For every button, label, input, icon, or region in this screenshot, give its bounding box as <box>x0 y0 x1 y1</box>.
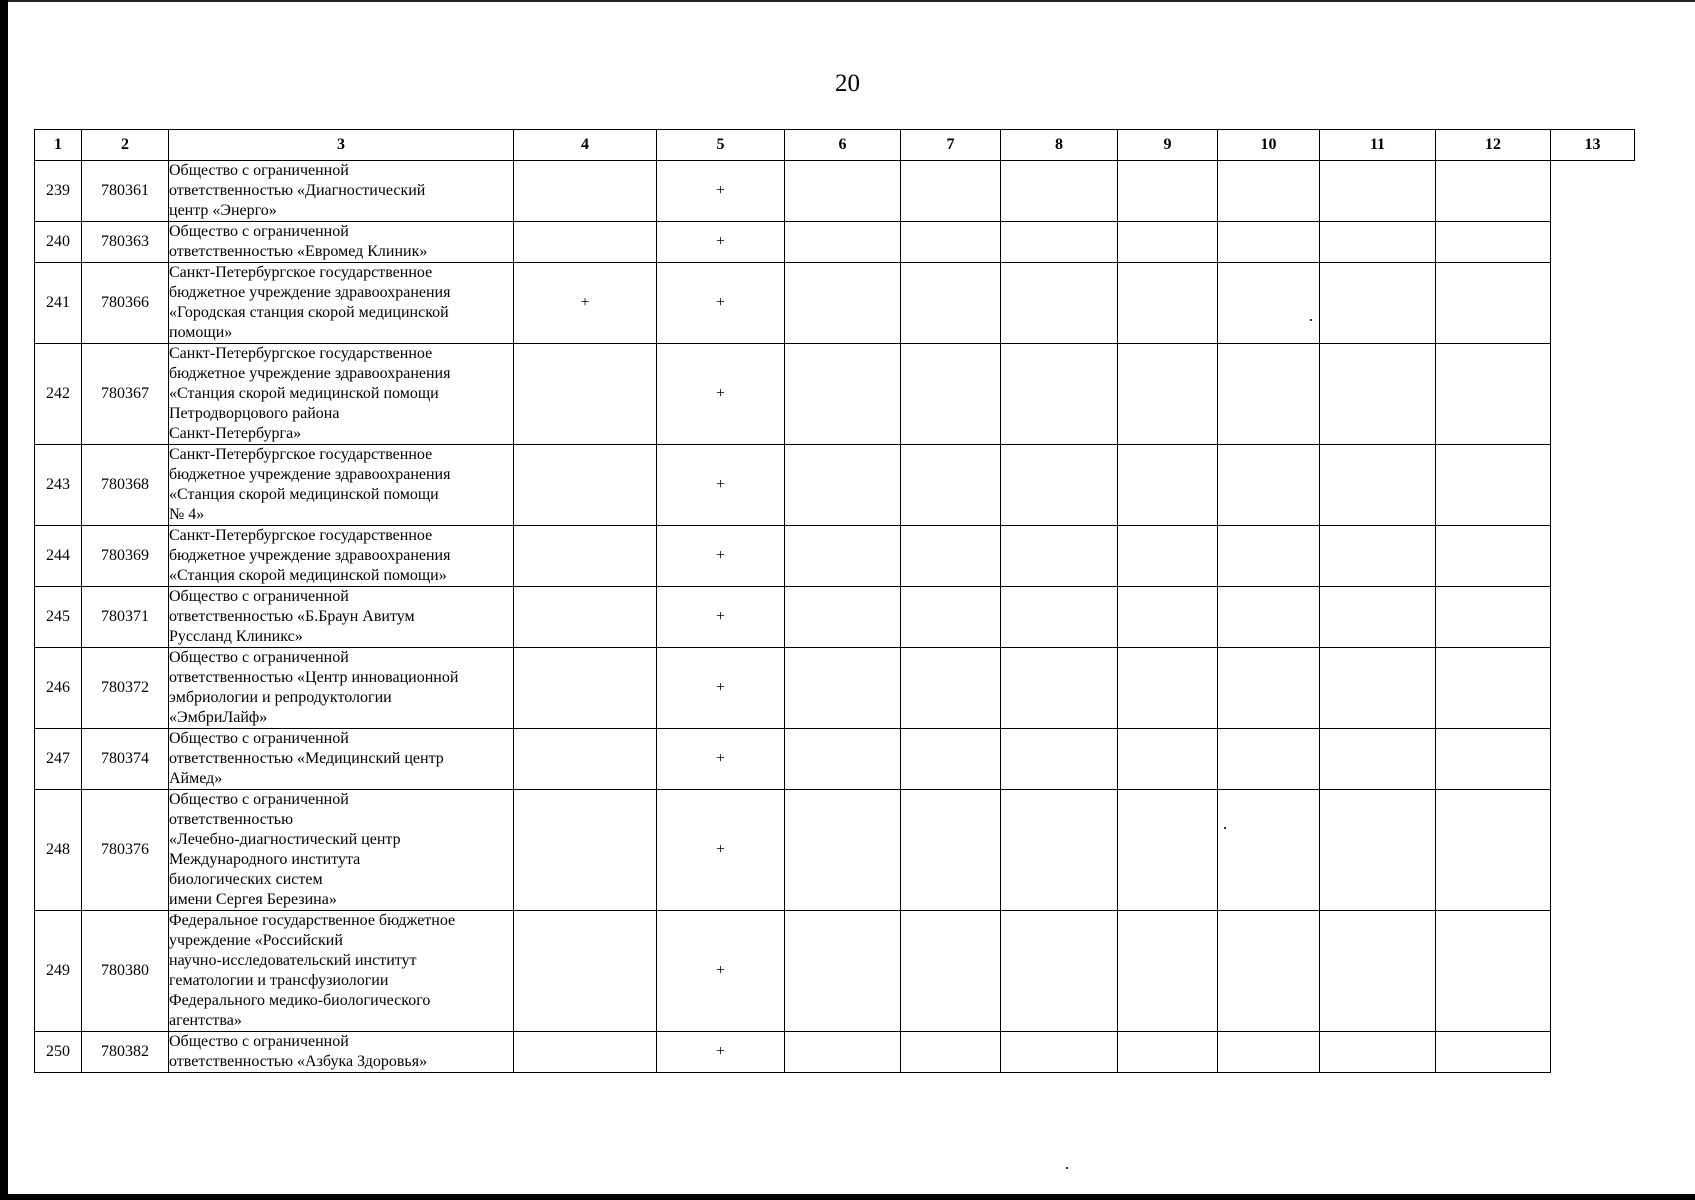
mark-cell-col-9 <box>1118 526 1218 587</box>
mark-cell-col-8 <box>1001 911 1118 1032</box>
mark-cell-col-5: + <box>657 648 785 729</box>
mark-cell-col-10 <box>1218 1032 1320 1073</box>
mark-cell-col-12 <box>1436 161 1551 222</box>
registry-code: 780361 <box>82 161 169 222</box>
mark-cell-col-11 <box>1320 587 1436 648</box>
organization-name-line: Общество с ограниченной <box>169 730 349 747</box>
organization-name-line: Санкт-Петербургское государственное <box>169 527 433 544</box>
organization-name <box>169 445 514 526</box>
mark-cell-col-4 <box>514 648 657 729</box>
organization-name-line: ответственностью «Медицинский центр <box>169 750 444 767</box>
organization-name-line: Международного института <box>169 851 361 868</box>
organization-name-line: «ЭмбриЛайф» <box>169 709 268 726</box>
mark-cell-col-12 <box>1436 648 1551 729</box>
row-number: 247 <box>35 729 82 790</box>
mark-cell-col-7 <box>901 1032 1001 1073</box>
organization-name-line: ответственностью «Центр инновационной <box>169 669 459 686</box>
registry-table <box>34 129 1635 1073</box>
organization-name-line: Общество с ограниченной <box>169 162 349 179</box>
mark-cell-col-6 <box>785 729 901 790</box>
organization-name-line: Федерального медико-биологического <box>169 992 431 1009</box>
mark-cell-col-10 <box>1218 161 1320 222</box>
row-number: 246 <box>35 648 82 729</box>
mark-cell-col-11 <box>1320 445 1436 526</box>
organization-name <box>169 344 514 445</box>
table-row <box>35 222 1635 263</box>
mark-cell-col-10 <box>1218 648 1320 729</box>
table-row <box>35 344 1635 445</box>
mark-cell-col-5: + <box>657 445 785 526</box>
column-header: 5 <box>657 130 785 161</box>
registry-code: 780382 <box>82 1032 169 1073</box>
row-number: 241 <box>35 263 82 344</box>
mark-cell-col-10 <box>1218 911 1320 1032</box>
scan-speck <box>1066 1167 1068 1169</box>
mark-cell-col-7 <box>901 344 1001 445</box>
mark-cell-col-10 <box>1218 526 1320 587</box>
mark-cell-col-10 <box>1218 344 1320 445</box>
mark-cell-col-5: + <box>657 344 785 445</box>
organization-name-line: Петродворцового района <box>169 405 340 422</box>
organization-name <box>169 263 514 344</box>
table-body <box>35 161 1635 1073</box>
mark-cell-col-12 <box>1436 587 1551 648</box>
organization-name <box>169 161 514 222</box>
mark-cell-col-4 <box>514 222 657 263</box>
organization-name-line: «Городская станция скорой медицинской <box>169 304 449 321</box>
mark-cell-col-11 <box>1320 790 1436 911</box>
column-header: 11 <box>1320 130 1436 161</box>
registry-code: 780380 <box>82 911 169 1032</box>
mark-cell-col-9 <box>1118 1032 1218 1073</box>
mark-cell-col-11 <box>1320 1032 1436 1073</box>
mark-cell-col-12 <box>1436 790 1551 911</box>
table-row <box>35 790 1635 911</box>
mark-cell-col-5: + <box>657 161 785 222</box>
mark-cell-col-8 <box>1001 648 1118 729</box>
column-header: 6 <box>785 130 901 161</box>
mark-cell-col-8 <box>1001 445 1118 526</box>
organization-name-line: Общество с ограниченной <box>169 223 349 240</box>
mark-cell-col-9 <box>1118 911 1218 1032</box>
table-row <box>35 1032 1635 1073</box>
mark-cell-col-5: + <box>657 222 785 263</box>
mark-cell-col-10 <box>1218 263 1320 344</box>
mark-cell-col-8 <box>1001 222 1118 263</box>
mark-cell-col-8 <box>1001 161 1118 222</box>
mark-cell-col-5: + <box>657 911 785 1032</box>
table-row <box>35 263 1635 344</box>
mark-cell-col-7 <box>901 161 1001 222</box>
registry-code: 780371 <box>82 587 169 648</box>
page-number: 20 <box>835 70 860 97</box>
mark-cell-col-12 <box>1436 729 1551 790</box>
row-number: 242 <box>35 344 82 445</box>
mark-cell-col-4: + <box>514 263 657 344</box>
registry-code: 780363 <box>82 222 169 263</box>
mark-cell-col-12 <box>1436 911 1551 1032</box>
mark-cell-col-5: + <box>657 263 785 344</box>
mark-cell-col-7 <box>901 911 1001 1032</box>
organization-name-line: бюджетное учреждение здравоохранения <box>169 547 451 564</box>
mark-cell-col-6 <box>785 445 901 526</box>
header-row <box>35 130 1635 161</box>
mark-cell-col-9 <box>1118 263 1218 344</box>
organization-name-line: Общество с ограниченной <box>169 588 349 605</box>
organization-name-line: учреждение «Российский <box>169 932 343 949</box>
organization-name-line: Общество с ограниченной <box>169 1033 349 1050</box>
mark-cell-col-4 <box>514 161 657 222</box>
organization-name <box>169 790 514 911</box>
organization-name-line: гематологии и трансфузиологии <box>169 972 389 989</box>
table-row <box>35 911 1635 1032</box>
row-number: 249 <box>35 911 82 1032</box>
scan-edge-left <box>0 0 8 1200</box>
row-number: 245 <box>35 587 82 648</box>
mark-cell-col-8 <box>1001 263 1118 344</box>
organization-name <box>169 729 514 790</box>
organization-name-line: помощи» <box>169 324 233 341</box>
mark-cell-col-8 <box>1001 790 1118 911</box>
registry-code: 780366 <box>82 263 169 344</box>
organization-name-line: научно-исследовательский институт <box>169 952 417 969</box>
organization-name-line: ответственностью «Азбука Здоровья» <box>169 1053 428 1070</box>
organization-name <box>169 222 514 263</box>
mark-cell-col-4 <box>514 729 657 790</box>
organization-name-line: биологических систем <box>169 871 323 888</box>
mark-cell-col-11 <box>1320 729 1436 790</box>
registry-code: 780376 <box>82 790 169 911</box>
organization-name-line: ответственностью «Евромед Клиник» <box>169 243 428 260</box>
organization-name <box>169 526 514 587</box>
mark-cell-col-7 <box>901 648 1001 729</box>
mark-cell-col-7 <box>901 445 1001 526</box>
organization-name-line: Аймед» <box>169 770 223 787</box>
scan-speck <box>1224 827 1226 829</box>
mark-cell-col-4 <box>514 587 657 648</box>
mark-cell-col-10 <box>1218 729 1320 790</box>
table-row <box>35 445 1635 526</box>
organization-name-line: имени Сергея Березина» <box>169 891 337 908</box>
mark-cell-col-5: + <box>657 587 785 648</box>
mark-cell-col-9 <box>1118 222 1218 263</box>
registry-code: 780374 <box>82 729 169 790</box>
registry-code: 780369 <box>82 526 169 587</box>
organization-name <box>169 587 514 648</box>
mark-cell-col-11 <box>1320 648 1436 729</box>
organization-name-line: «Станция скорой медицинской помощи <box>169 486 439 503</box>
column-header: 1 <box>35 130 82 161</box>
registry-code: 780372 <box>82 648 169 729</box>
mark-cell-col-10 <box>1218 445 1320 526</box>
mark-cell-col-12 <box>1436 263 1551 344</box>
mark-cell-col-5: + <box>657 790 785 911</box>
mark-cell-col-7 <box>901 222 1001 263</box>
scan-edge-bottom <box>0 1194 1695 1200</box>
organization-name-line: эмбриологии и репродуктологии <box>169 689 392 706</box>
organization-name-line: центр «Энерго» <box>169 202 277 219</box>
mark-cell-col-9 <box>1118 344 1218 445</box>
organization-name <box>169 648 514 729</box>
mark-cell-col-5: + <box>657 729 785 790</box>
mark-cell-col-8 <box>1001 587 1118 648</box>
mark-cell-col-10 <box>1218 790 1320 911</box>
mark-cell-col-6 <box>785 911 901 1032</box>
mark-cell-col-7 <box>901 729 1001 790</box>
mark-cell-col-4 <box>514 911 657 1032</box>
row-number: 250 <box>35 1032 82 1073</box>
mark-cell-col-11 <box>1320 263 1436 344</box>
mark-cell-col-6 <box>785 790 901 911</box>
organization-name-line: Федеральное государственное бюджетное <box>169 912 456 929</box>
mark-cell-col-9 <box>1118 161 1218 222</box>
mark-cell-col-8 <box>1001 729 1118 790</box>
column-header: 2 <box>82 130 169 161</box>
mark-cell-col-7 <box>901 790 1001 911</box>
organization-name-line: ответственностью «Диагностический <box>169 182 426 199</box>
organization-name-line: бюджетное учреждение здравоохранения <box>169 365 451 382</box>
organization-name-line: «Лечебно-диагностический центр <box>169 831 401 848</box>
mark-cell-col-6 <box>785 648 901 729</box>
organization-name-line: «Станция скорой медицинской помощи <box>169 385 439 402</box>
mark-cell-col-9 <box>1118 445 1218 526</box>
row-number: 244 <box>35 526 82 587</box>
mark-cell-col-9 <box>1118 648 1218 729</box>
organization-name-line: бюджетное учреждение здравоохранения <box>169 466 451 483</box>
mark-cell-col-6 <box>785 587 901 648</box>
registry-code: 780368 <box>82 445 169 526</box>
mark-cell-col-11 <box>1320 344 1436 445</box>
table-row <box>35 526 1635 587</box>
column-header: 3 <box>169 130 514 161</box>
column-header: 10 <box>1218 130 1320 161</box>
mark-cell-col-6 <box>785 526 901 587</box>
mark-cell-col-7 <box>901 263 1001 344</box>
scan-speck <box>1310 319 1312 321</box>
mark-cell-col-4 <box>514 445 657 526</box>
mark-cell-col-6 <box>785 222 901 263</box>
mark-cell-col-4 <box>514 526 657 587</box>
row-number: 240 <box>35 222 82 263</box>
column-header: 8 <box>1001 130 1118 161</box>
mark-cell-col-6 <box>785 161 901 222</box>
mark-cell-col-4 <box>514 1032 657 1073</box>
scan-edge-top <box>0 0 1695 2</box>
row-number: 239 <box>35 161 82 222</box>
mark-cell-col-12 <box>1436 526 1551 587</box>
mark-cell-col-6 <box>785 263 901 344</box>
organization-name-line: № 4» <box>169 506 205 523</box>
mark-cell-col-12 <box>1436 222 1551 263</box>
mark-cell-col-7 <box>901 587 1001 648</box>
organization-name-line: «Станция скорой медицинской помощи» <box>169 567 447 584</box>
organization-name-line: ответственностью «Б.Браун Авитум <box>169 608 415 625</box>
organization-name-line: Общество с ограниченной <box>169 649 349 666</box>
column-header: 4 <box>514 130 657 161</box>
mark-cell-col-8 <box>1001 526 1118 587</box>
column-header: 13 <box>1551 130 1635 161</box>
mark-cell-col-12 <box>1436 1032 1551 1073</box>
registry-code: 780367 <box>82 344 169 445</box>
mark-cell-col-8 <box>1001 344 1118 445</box>
mark-cell-col-10 <box>1218 222 1320 263</box>
organization-name-line: ответственностью <box>169 811 294 828</box>
mark-cell-col-11 <box>1320 526 1436 587</box>
organization-name-line: Санкт-Петербургское государственное <box>169 345 433 362</box>
mark-cell-col-9 <box>1118 790 1218 911</box>
organization-name-line: Руссланд Клиникс» <box>169 628 303 645</box>
mark-cell-col-12 <box>1436 445 1551 526</box>
column-header: 12 <box>1436 130 1551 161</box>
mark-cell-col-4 <box>514 790 657 911</box>
table-row <box>35 161 1635 222</box>
mark-cell-col-11 <box>1320 161 1436 222</box>
mark-cell-col-6 <box>785 1032 901 1073</box>
table-row <box>35 587 1635 648</box>
mark-cell-col-11 <box>1320 222 1436 263</box>
column-header: 9 <box>1118 130 1218 161</box>
organization-name-line: агентства» <box>169 1012 242 1029</box>
organization-name-line: Санкт-Петербурга» <box>169 425 302 442</box>
mark-cell-col-5: + <box>657 1032 785 1073</box>
row-number: 243 <box>35 445 82 526</box>
mark-cell-col-6 <box>785 344 901 445</box>
table-row <box>35 648 1635 729</box>
organization-name-line: Санкт-Петербургское государственное <box>169 446 433 463</box>
organization-name <box>169 911 514 1032</box>
mark-cell-col-4 <box>514 344 657 445</box>
column-header: 7 <box>901 130 1001 161</box>
organization-name-line: бюджетное учреждение здравоохранения <box>169 284 451 301</box>
organization-name-line: Общество с ограниченной <box>169 791 349 808</box>
mark-cell-col-11 <box>1320 911 1436 1032</box>
mark-cell-col-7 <box>901 526 1001 587</box>
mark-cell-col-12 <box>1436 344 1551 445</box>
organization-name <box>169 1032 514 1073</box>
mark-cell-col-9 <box>1118 587 1218 648</box>
table-row <box>35 729 1635 790</box>
mark-cell-col-10 <box>1218 587 1320 648</box>
mark-cell-col-9 <box>1118 729 1218 790</box>
organization-name-line: Санкт-Петербургское государственное <box>169 264 433 281</box>
row-number: 248 <box>35 790 82 911</box>
mark-cell-col-8 <box>1001 1032 1118 1073</box>
mark-cell-col-5: + <box>657 526 785 587</box>
